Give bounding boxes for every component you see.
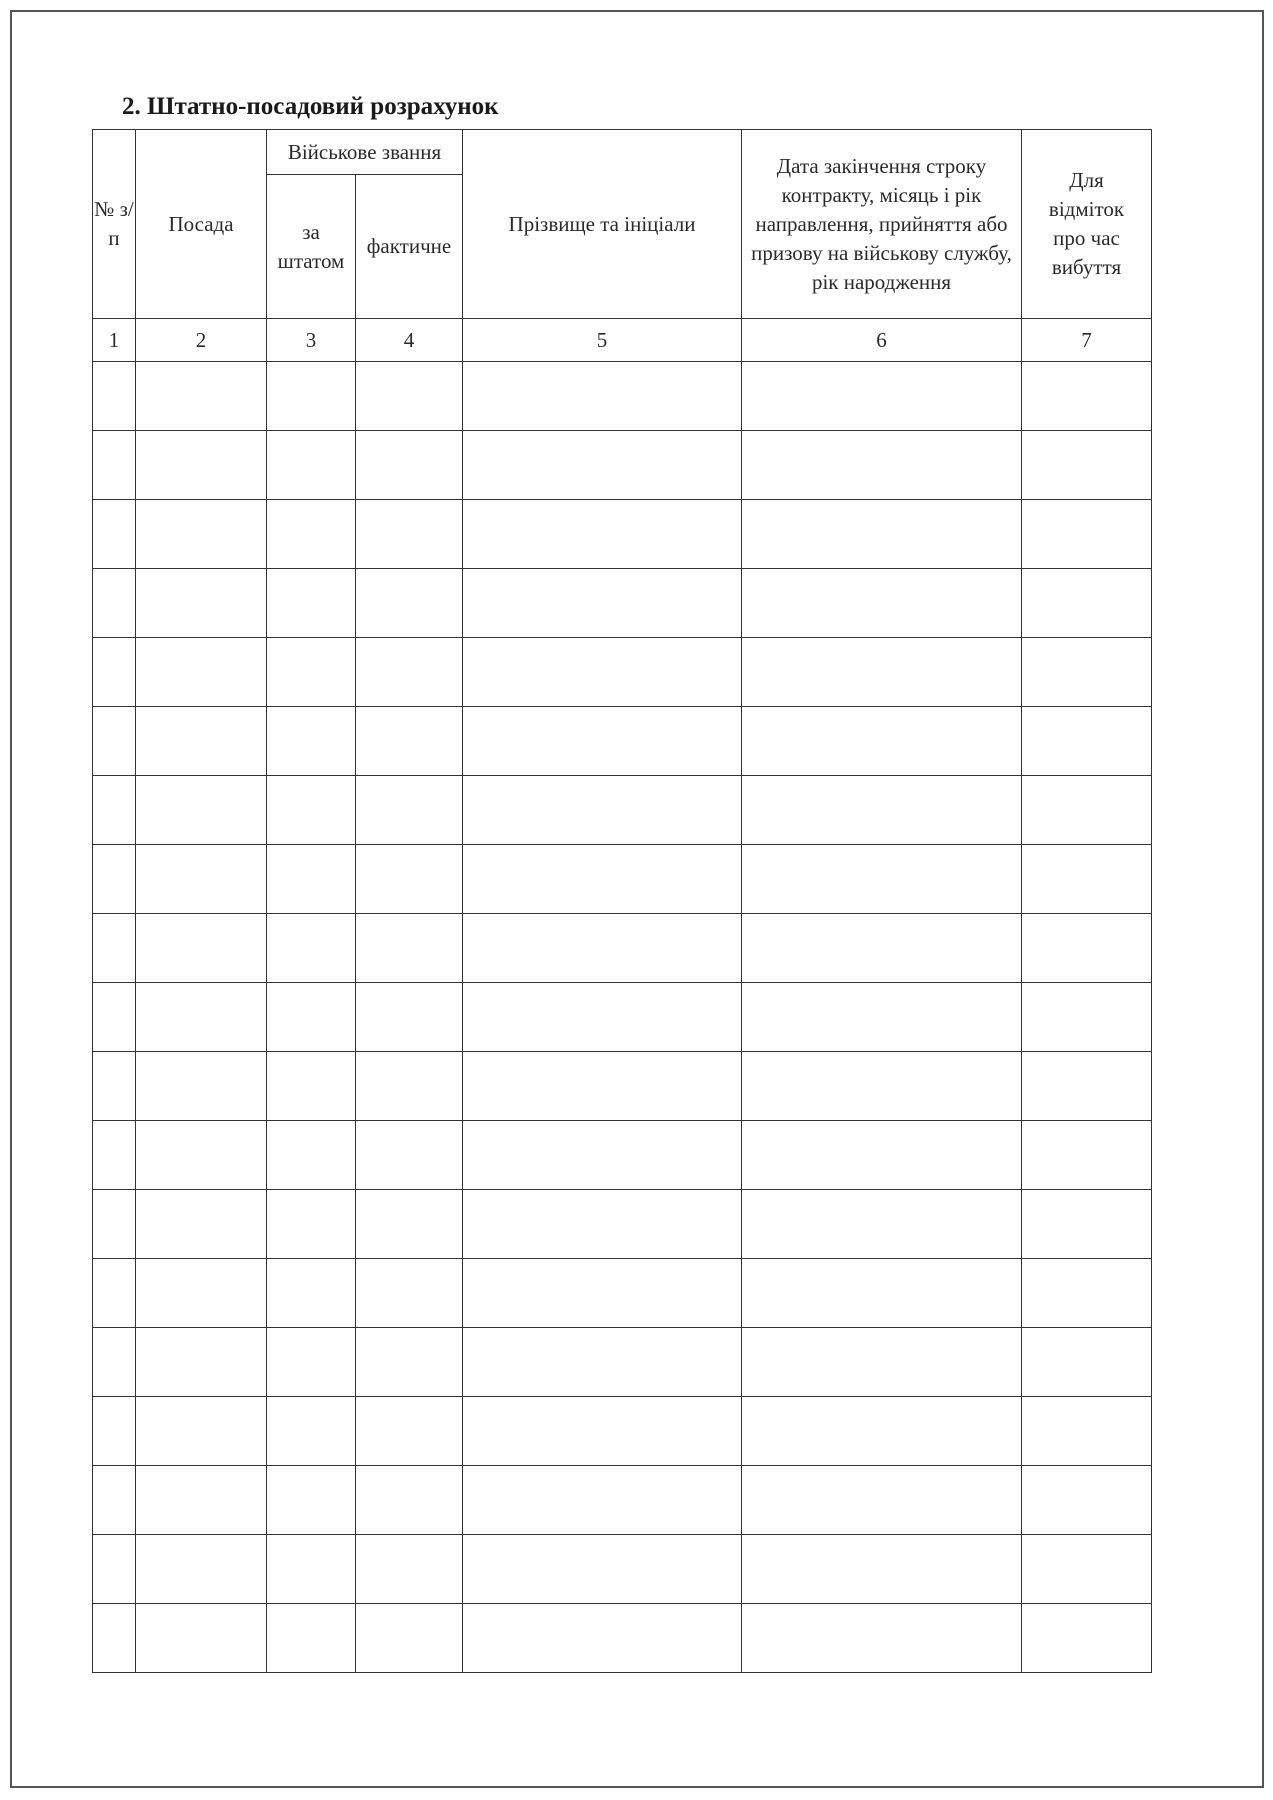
- table-cell[interactable]: [1022, 1604, 1152, 1673]
- table-cell[interactable]: [463, 1052, 742, 1121]
- table-cell[interactable]: [742, 1328, 1022, 1397]
- table-cell[interactable]: [267, 1052, 356, 1121]
- table-cell[interactable]: [136, 1466, 267, 1535]
- table-row: [93, 431, 1152, 500]
- table-cell[interactable]: [742, 1259, 1022, 1328]
- column-number: 2: [136, 319, 267, 362]
- table-cell[interactable]: [267, 1466, 356, 1535]
- table-cell[interactable]: [356, 1604, 463, 1673]
- table-cell[interactable]: [742, 707, 1022, 776]
- table-cell[interactable]: [463, 1604, 742, 1673]
- column-number: 6: [742, 319, 1022, 362]
- table-cell[interactable]: [136, 1535, 267, 1604]
- table-cell[interactable]: [136, 500, 267, 569]
- table-cell[interactable]: [356, 1259, 463, 1328]
- table-cell[interactable]: [742, 776, 1022, 845]
- table-cell[interactable]: [93, 1604, 136, 1673]
- table-cell[interactable]: [93, 914, 136, 983]
- table-cell[interactable]: [93, 362, 136, 431]
- table-cell[interactable]: [356, 431, 463, 500]
- table-cell[interactable]: [356, 1190, 463, 1259]
- table-cell[interactable]: [1022, 431, 1152, 500]
- table-cell[interactable]: [136, 431, 267, 500]
- table-cell[interactable]: [356, 1535, 463, 1604]
- table-cell[interactable]: [1022, 1259, 1152, 1328]
- table-cell[interactable]: [463, 1259, 742, 1328]
- table-cell[interactable]: [1022, 500, 1152, 569]
- table-cell[interactable]: [356, 1328, 463, 1397]
- table-cell[interactable]: [93, 707, 136, 776]
- table-cell[interactable]: [267, 845, 356, 914]
- header-departure-notes: Для відміток про час вибуття: [1022, 130, 1152, 319]
- table-cell[interactable]: [267, 638, 356, 707]
- table-cell[interactable]: [356, 1121, 463, 1190]
- table-row: [93, 983, 1152, 1052]
- table-cell[interactable]: [267, 776, 356, 845]
- table-cell[interactable]: [136, 776, 267, 845]
- table-cell[interactable]: [93, 1535, 136, 1604]
- table-cell[interactable]: [93, 1397, 136, 1466]
- table-cell[interactable]: [742, 638, 1022, 707]
- table-cell[interactable]: [463, 1190, 742, 1259]
- table-cell[interactable]: [136, 569, 267, 638]
- table-row: [93, 500, 1152, 569]
- table-cell[interactable]: [356, 914, 463, 983]
- table-row: [93, 776, 1152, 845]
- table-cell[interactable]: [356, 1052, 463, 1121]
- table-cell[interactable]: [93, 638, 136, 707]
- table-cell[interactable]: [93, 1190, 136, 1259]
- column-number: 5: [463, 319, 742, 362]
- table-row: [93, 1121, 1152, 1190]
- table-cell[interactable]: [463, 638, 742, 707]
- table-cell[interactable]: [93, 431, 136, 500]
- table-cell[interactable]: [742, 1397, 1022, 1466]
- table-row: [93, 707, 1152, 776]
- table-row: [93, 1466, 1152, 1535]
- table-cell[interactable]: [463, 431, 742, 500]
- table-cell[interactable]: [1022, 1466, 1152, 1535]
- table-cell[interactable]: [267, 983, 356, 1052]
- table-cell[interactable]: [742, 1052, 1022, 1121]
- table-cell[interactable]: [93, 1328, 136, 1397]
- table-cell[interactable]: [1022, 914, 1152, 983]
- table-cell[interactable]: [356, 569, 463, 638]
- column-number: 1: [93, 319, 136, 362]
- table-cell[interactable]: [742, 569, 1022, 638]
- table-cell[interactable]: [742, 500, 1022, 569]
- table-row: [93, 1604, 1152, 1673]
- table-cell[interactable]: [463, 1397, 742, 1466]
- table-cell[interactable]: [742, 1190, 1022, 1259]
- table-cell[interactable]: [463, 500, 742, 569]
- table-cell[interactable]: [267, 1328, 356, 1397]
- table-row: [93, 914, 1152, 983]
- table-cell[interactable]: [136, 1190, 267, 1259]
- table-cell[interactable]: [356, 707, 463, 776]
- table-cell[interactable]: [93, 1052, 136, 1121]
- table-cell[interactable]: [1022, 1535, 1152, 1604]
- table-cell[interactable]: [93, 1259, 136, 1328]
- column-number-row: [93, 319, 1152, 362]
- table-cell[interactable]: [742, 1121, 1022, 1190]
- table-cell[interactable]: [136, 1052, 267, 1121]
- table-cell[interactable]: [463, 569, 742, 638]
- table-cell[interactable]: [136, 983, 267, 1052]
- table-cell[interactable]: [356, 362, 463, 431]
- table-cell[interactable]: [1022, 1190, 1152, 1259]
- table-cell[interactable]: [136, 914, 267, 983]
- table-cell[interactable]: [93, 845, 136, 914]
- header-position: Посада: [136, 130, 267, 319]
- table-cell[interactable]: [136, 1259, 267, 1328]
- table-cell[interactable]: [1022, 638, 1152, 707]
- table-cell[interactable]: [136, 1328, 267, 1397]
- table-cell[interactable]: [267, 569, 356, 638]
- table-cell[interactable]: [742, 1466, 1022, 1535]
- table-cell[interactable]: [742, 1535, 1022, 1604]
- table-cell[interactable]: [356, 1397, 463, 1466]
- table-cell[interactable]: [742, 983, 1022, 1052]
- table-cell[interactable]: [1022, 1121, 1152, 1190]
- table-cell[interactable]: [136, 1604, 267, 1673]
- header-name: Прізвище та ініціали: [463, 130, 742, 319]
- table-cell[interactable]: [93, 983, 136, 1052]
- table-cell[interactable]: [463, 1466, 742, 1535]
- table-cell[interactable]: [463, 845, 742, 914]
- table-cell[interactable]: [356, 1466, 463, 1535]
- table-cell[interactable]: [93, 1121, 136, 1190]
- table-cell[interactable]: [1022, 983, 1152, 1052]
- table-row: [93, 1259, 1152, 1328]
- table-cell[interactable]: [1022, 845, 1152, 914]
- column-number: 7: [1022, 319, 1152, 362]
- table-cell[interactable]: [136, 845, 267, 914]
- table-cell[interactable]: [93, 569, 136, 638]
- table-body: [93, 362, 1152, 1673]
- table-cell[interactable]: [267, 707, 356, 776]
- header-contract-info: Дата закінчення строку контракту, місяць і рік направлення, прийняття або призову на військову службу, рік народження: [742, 130, 1022, 319]
- table-cell[interactable]: [93, 500, 136, 569]
- table-cell[interactable]: [267, 1190, 356, 1259]
- table-cell[interactable]: [356, 638, 463, 707]
- table-cell[interactable]: [267, 1535, 356, 1604]
- table-cell[interactable]: [136, 1397, 267, 1466]
- header-number: № з/п: [93, 130, 136, 319]
- table-cell[interactable]: [93, 1466, 136, 1535]
- table-cell[interactable]: [1022, 1328, 1152, 1397]
- table-cell[interactable]: [463, 362, 742, 431]
- table-cell[interactable]: [136, 362, 267, 431]
- table-cell[interactable]: [463, 776, 742, 845]
- table-cell[interactable]: [267, 500, 356, 569]
- table-cell[interactable]: [267, 362, 356, 431]
- table-row: [93, 1190, 1152, 1259]
- table-row: [93, 362, 1152, 431]
- table-row: [93, 1397, 1152, 1466]
- table-cell[interactable]: [742, 1604, 1022, 1673]
- table-cell[interactable]: [356, 983, 463, 1052]
- table-cell[interactable]: [267, 431, 356, 500]
- table-cell[interactable]: [136, 707, 267, 776]
- table-cell[interactable]: [93, 776, 136, 845]
- table-cell[interactable]: [1022, 1397, 1152, 1466]
- table-row: [93, 1052, 1152, 1121]
- table-cell[interactable]: [356, 845, 463, 914]
- table-cell[interactable]: [267, 1121, 356, 1190]
- table-row: [93, 1328, 1152, 1397]
- staffing-table: [92, 129, 1152, 1673]
- header-rank-actual: фактичне: [356, 175, 463, 319]
- section-title: 2. Штатно-посадовий розрахунок: [122, 93, 499, 120]
- table-cell[interactable]: [1022, 569, 1152, 638]
- header-military-rank: Військове звання: [267, 130, 463, 175]
- table-cell[interactable]: [742, 845, 1022, 914]
- table-cell[interactable]: [136, 638, 267, 707]
- table-cell[interactable]: [463, 1535, 742, 1604]
- table-cell[interactable]: [742, 914, 1022, 983]
- table-cell[interactable]: [463, 1328, 742, 1397]
- column-number: 4: [356, 319, 463, 362]
- table-row: [93, 638, 1152, 707]
- table-row: [93, 1535, 1152, 1604]
- table-cell[interactable]: [267, 914, 356, 983]
- table-cell[interactable]: [136, 1121, 267, 1190]
- table-row: [93, 845, 1152, 914]
- table-row: [93, 569, 1152, 638]
- header-rank-by-staff: за штатом: [267, 175, 356, 319]
- table-cell[interactable]: [1022, 1052, 1152, 1121]
- table-cell[interactable]: [463, 1121, 742, 1190]
- table-cell[interactable]: [267, 1259, 356, 1328]
- table-cell[interactable]: [463, 983, 742, 1052]
- table-cell[interactable]: [267, 1604, 356, 1673]
- table-cell[interactable]: [1022, 362, 1152, 431]
- table-cell[interactable]: [742, 431, 1022, 500]
- table-cell[interactable]: [463, 707, 742, 776]
- table-cell[interactable]: [463, 914, 742, 983]
- table-cell[interactable]: [356, 776, 463, 845]
- table-cell[interactable]: [267, 1397, 356, 1466]
- table-cell[interactable]: [742, 362, 1022, 431]
- table-cell[interactable]: [356, 500, 463, 569]
- column-number: 3: [267, 319, 356, 362]
- table-cell[interactable]: [1022, 707, 1152, 776]
- table-cell[interactable]: [1022, 776, 1152, 845]
